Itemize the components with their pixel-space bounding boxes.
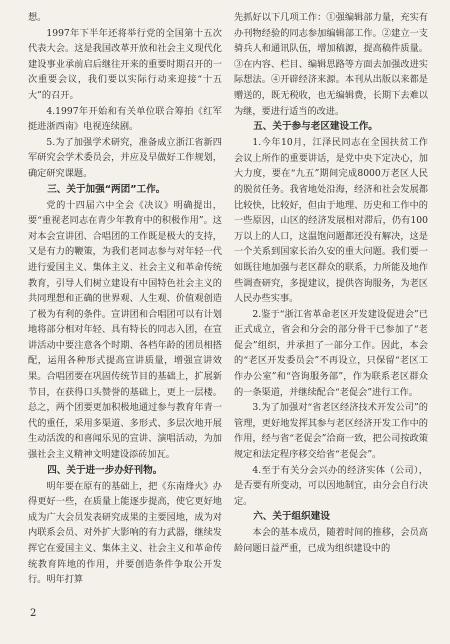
paragraph: 4.1997年开始和有关单位联合筹拍《红军挺进浙西南》电视连续剧。 (28, 105, 222, 133)
paragraph: 本会的基本成员，随着时间的推移，会员高龄问题日益严重，已成为组织建设中的 (234, 527, 428, 554)
paragraph: 1.今年10月，江泽民同志在全国扶贫工作会议上所作的重要讲话，是党中央下定决心，加大力度，要在“九五”期间完成8000万老区人民的脱贫任务。我省地处沿海，经济和社会发展都比较快，比较好，但由于地理、历史和工作中的一些原因，山区的经济发展相对滞后，仍有100万以上的人口，这温饱问题都还没有解决，这是一个关系到国家长治久安的重大问题。我们要一如既往地加强与老区群众的联系，力所能及地作些调查研究，多提建议，提供咨询服务，为老区人民办些实事。 (234, 137, 428, 305)
paragraph: 先抓好以下几项工作：①强编辑部力量，充实有办刊物经验的同志参加编辑部工作。②建立一支骑兵人和通讯队伍，增加稿源，提高稿件质量。③在内容、栏目、编辑思路等方面去加强改进实际想法。④开辟经济来源。本刊从出版以来都是赠送的，既无税收，也无编辑费，长期下去难以为继，要进行适当的改进。 (234, 12, 428, 117)
left-column (28, 10, 222, 602)
section-heading: 五、关于参与老区建设工作。 (253, 121, 378, 133)
section-heading: 三、关于加强“两团”工作。 (47, 183, 166, 195)
paragraph: 4.至于有关分会兴办的经济实体（公司），是否要有所变动，可以因地制宜，由分会自行决定。 (234, 464, 428, 507)
paragraph: 2.鉴于“浙江省革命老区开发建设促进会”已正式成立，省会和分会的部分骨干已参加了“老促会”组织，并承担了一部分工作。因此，本会的“老区开发委员会”不再设立，只保留“老区工作办公室”和“咨询服务部”，作为联系老区群众的一条渠道，并继续配合“老促会”进行工作。 (234, 308, 428, 398)
paragraph: 1997年下半年还将举行党的全国第十五次代表大会。这是我国改革开放和社会主义现代化建设事业承前启后继往开来的重要时期召开的一次重要会议，我们要以实际行动来迎接“十五大”的召开。 (28, 27, 222, 101)
page-number: 2 (30, 608, 37, 619)
paragraph: 3.为了加强对“省老区经济技术开发公司”的管理，更好地发挥其参与老区经济开发工作中的作用，经与省“老促会”洽商一致，把公司按政策规定和法定程序移交给省“老促会”。 (234, 402, 428, 461)
paragraph: 5.为了加强学术研究，准备成立浙江省新四军研究会学术委员会，并应及早做好工作规划，确定研究课题。 (28, 136, 222, 179)
paragraph: 党的十四届六中全会《决议》明确提出，要“重视老同志在青少年教育中的积极作用”。这对本会宣讲团、合唱团的工作既是极大的支持，又是有力的鞭策，为我们老同志参与对年轻一代进行爱国主义、集体主义、社会主义和革命传统教育，引导人们树立建设有中国特色社会主义的共同理想和正确的世界观、人生观、价值观创造了极为有利的条件。宣讲团和合唱团可以有计划地将部分相对年轻、具有特长的同志入团，在宣讲活动中要注意各个时期、各档年龄的团员相搭配，运用各种形式提高宣讲质量，增强宣讲效果。合唱团要在巩固传统节目的基础上，扩展新节目，在获得口头赞誉的基础上，更上一层楼。总之，两个团要更加积极地通过参与教育年青一代的重任，采用多渠道、多形式、多层次地开展生动活泼的和喜闻乐见的宣讲、演唱活动，为加强社会主义精神文明建设添砖加瓦。 (28, 199, 222, 461)
paragraph: 想。 (28, 12, 47, 23)
right-column (234, 10, 428, 602)
section-heading: 六、关于组织建设 (253, 511, 330, 523)
two-column-body (28, 10, 428, 602)
section-heading: 四、关于进一步办好刊物。 (47, 464, 163, 476)
paragraph: 明年要在原有的基础上，把《东南烽火》办得更好一些，在质量上能逐步提高，使它更好地成为广大会员发表研究成果的主要园地，成为对内联系会员、对外扩大影响的有力武器，继续发挥它在爱国主义、集体主义、社会主义和革命传统教育阵地的作用，并要创造条件争取公开发行。明年打算 (28, 480, 222, 586)
